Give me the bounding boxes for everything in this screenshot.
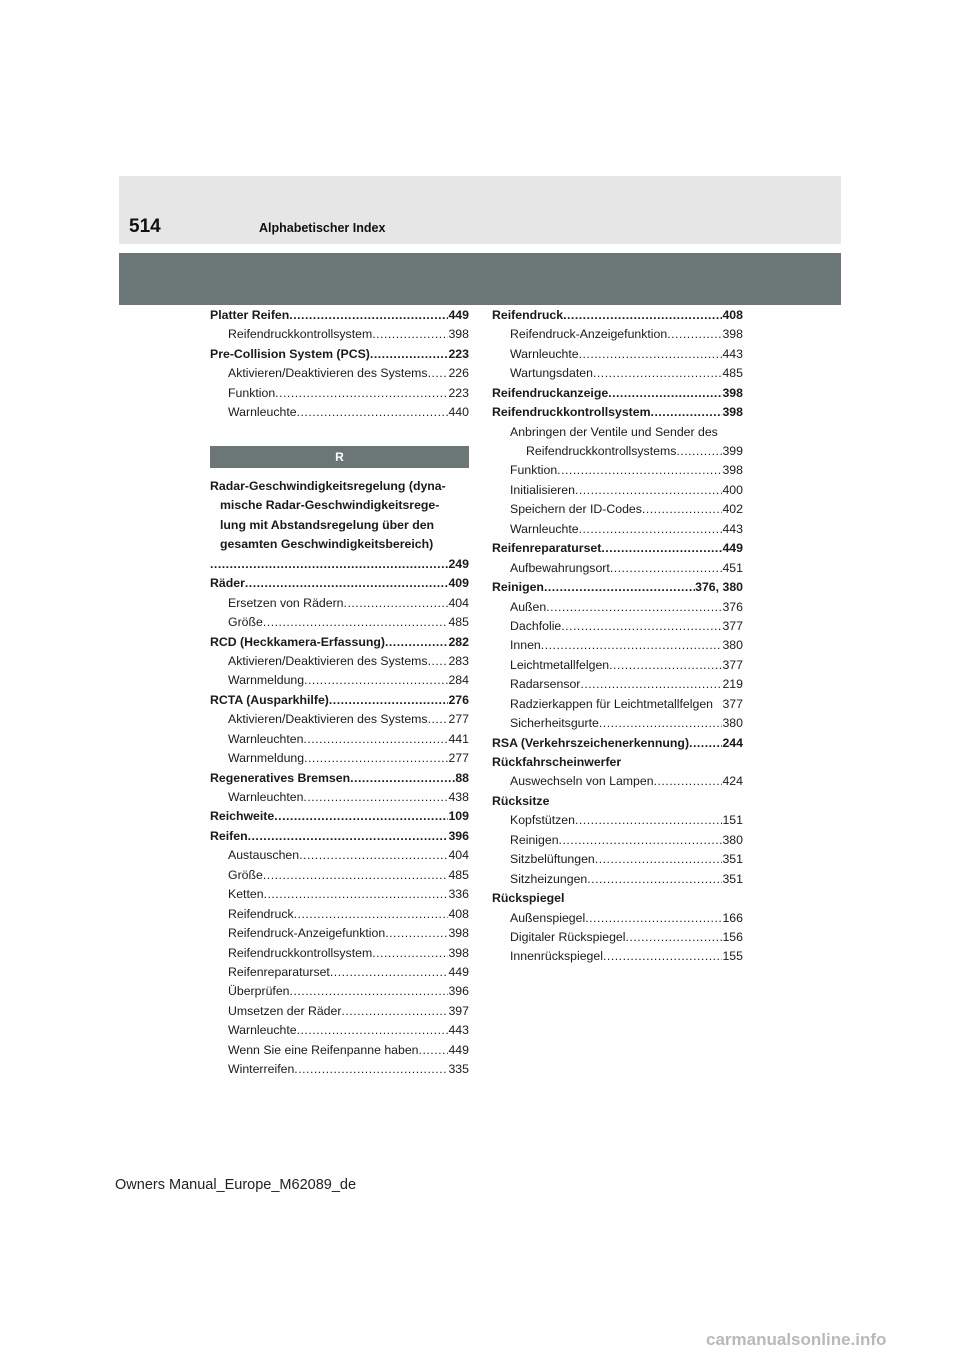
leader-dots: [575, 481, 723, 500]
entry-term: RCTA (Ausparkhilfe): [210, 692, 329, 707]
letter-section-label: R: [335, 450, 344, 464]
index-subentry: [492, 345, 743, 364]
entry-term: Reifendruck-Anzeigefunktion: [228, 926, 386, 941]
page-ref: 283: [448, 653, 469, 668]
leader-dots: [428, 652, 449, 671]
leader-dots: [210, 555, 448, 574]
entry-term: Anbringen der Ventile und Sender des: [510, 424, 718, 439]
index-entry: [492, 539, 743, 558]
page-ref: 88: [455, 770, 469, 785]
leader-dots: [579, 345, 723, 364]
leader-dots: [303, 730, 448, 749]
entry-term: Auswechseln von Lampen: [510, 774, 654, 789]
page-ref: 404: [448, 595, 469, 610]
radar-line: mische Radar-Geschwindigkeitsrege-: [220, 498, 440, 513]
section-title: Alphabetischer Index: [259, 221, 386, 235]
leader-dots: [294, 1060, 448, 1079]
index-heading: [492, 889, 743, 908]
entry-term: Umsetzen der Räder: [228, 1003, 342, 1018]
header-top: [119, 176, 841, 244]
page-ref: 400: [722, 482, 743, 497]
entry-term: Reichweite: [210, 809, 275, 824]
leader-dots: [245, 574, 449, 593]
leader-dots: [290, 982, 449, 1001]
leader-dots: [561, 617, 722, 636]
entry-term: Dachfolie: [510, 618, 562, 633]
entry-term: Aktivieren/Deaktivieren des Systems: [228, 653, 428, 668]
leader-dots: [263, 866, 449, 885]
page-ref: 408: [722, 307, 743, 322]
entry-term: Speichern der ID-Codes: [510, 502, 642, 517]
index-entry: [492, 384, 743, 403]
leader-dots: [350, 769, 455, 788]
page-ref: 351: [722, 852, 743, 867]
leader-dots: [599, 714, 723, 733]
index-entry: [210, 769, 469, 788]
entry-term: Reifendruck: [228, 906, 294, 921]
leader-dots: [428, 364, 449, 383]
page-ref: 376: [722, 599, 743, 614]
index-entry: [492, 734, 743, 753]
index-subentry: [492, 695, 743, 714]
index-column-left-top: [210, 306, 469, 423]
leader-dots: [689, 734, 722, 753]
page-ref: 335: [448, 1062, 469, 1077]
leader-dots: [274, 807, 448, 826]
page-ref: 485: [448, 615, 469, 630]
entry-term: Warnleuchte: [510, 521, 579, 536]
entry-term: Ketten: [228, 887, 264, 902]
entry-term: Innen: [510, 638, 541, 653]
entry-term: Rückfahrscheinwerfer: [492, 755, 622, 770]
leader-dots: [297, 403, 449, 422]
index-subentry: [210, 866, 469, 885]
page-ref: 440: [448, 405, 469, 420]
leader-dots: [304, 671, 448, 690]
page-ref: 380: [722, 832, 743, 847]
page-number: 514: [129, 216, 161, 237]
entry-term: Reifendruckkontrollsystem: [492, 405, 651, 420]
index-column-right: [492, 306, 743, 967]
index-subentry: [492, 481, 743, 500]
entry-term: Reinigen: [492, 580, 544, 595]
leader-dots: [275, 384, 448, 403]
leader-dots: [299, 846, 448, 865]
index-subentry: [492, 559, 743, 578]
index-subentry: [210, 594, 469, 613]
entry-term: Größe: [228, 867, 263, 882]
index-heading: [492, 792, 743, 811]
entry-term: Initialisieren: [510, 482, 575, 497]
index-subentry: [210, 924, 469, 943]
footer-text: Owners Manual_Europe_M62089_de: [115, 1177, 357, 1193]
entry-term: Reinigen: [510, 832, 559, 847]
entry-term: Warnleuchten: [228, 731, 304, 746]
index-entry: [492, 578, 743, 597]
entry-term: Ersetzen von Rädern: [228, 595, 344, 610]
radar-line: Radar-Geschwindigkeitsregelung (dyna-: [210, 479, 446, 493]
index-entry: [210, 306, 469, 325]
leader-dots: [546, 598, 722, 617]
page-ref: 398: [722, 405, 743, 420]
entry-term: Pre-Collision System (PCS): [210, 346, 370, 361]
entry-term: Warnleuchte: [510, 346, 579, 361]
leader-dots: [303, 788, 448, 807]
radar-entry: [210, 477, 469, 574]
leader-dots: [544, 578, 695, 597]
page-ref: 244: [722, 735, 743, 750]
index-subentry: [492, 500, 743, 519]
entry-term: Innenrückspiegel: [510, 949, 603, 964]
index-heading: [492, 753, 743, 772]
entry-term: Regeneratives Bremsen: [210, 770, 351, 785]
index-subentry: [210, 730, 469, 749]
entry-term: Sitzbelüftungen: [510, 852, 595, 867]
page-ref: 223: [448, 346, 469, 361]
entry-term: Austauschen: [228, 848, 300, 863]
entry-term: Platter Reifen: [210, 307, 290, 322]
leader-dots: [676, 442, 722, 461]
page-ref: 424: [722, 774, 743, 789]
index-subentry: [492, 773, 743, 792]
leader-dots: [557, 461, 722, 480]
index-subentry: [492, 462, 743, 481]
leader-dots: [248, 827, 449, 846]
index-column-left: [210, 477, 469, 1080]
page-ref: 151: [722, 813, 743, 828]
index-subentry: [492, 423, 743, 442]
index-subentry: [210, 905, 469, 924]
index-subentry: [492, 520, 743, 539]
entry-term: Funktion: [510, 463, 558, 478]
page-ref: 336: [448, 887, 469, 902]
page-ref: 449: [448, 1042, 469, 1057]
entry-term: Reifendruckkontrollsystems: [526, 444, 677, 459]
entry-term: Wenn Sie eine Reifenpanne haben: [228, 1042, 419, 1057]
index-subentry: [210, 1060, 469, 1079]
index-entry: [210, 574, 469, 593]
page-ref: 351: [722, 871, 743, 886]
leader-dots: [370, 345, 449, 364]
page-ref: 377: [722, 696, 743, 711]
index-subentry: [492, 811, 743, 830]
index-subentry: [210, 613, 469, 632]
entry-term: Warnmeldung: [228, 751, 305, 766]
leader-dots: [264, 885, 449, 904]
leader-dots: [626, 928, 723, 947]
leader-dots: [294, 905, 449, 924]
index-entry: [492, 306, 743, 325]
entry-term: Reifendruck: [492, 307, 564, 322]
radar-line: lung mit Abstandsregelung über den: [220, 517, 435, 532]
leader-dots: [651, 403, 723, 422]
page-ref: 377: [722, 618, 743, 633]
entry-term: Radarsensor: [510, 677, 581, 692]
entry-term: Kopfstützen: [510, 813, 575, 828]
entry-term: Aktivieren/Deaktivieren des Systems: [228, 712, 428, 727]
page-ref: 398: [722, 327, 743, 342]
page-ref: 276: [448, 692, 469, 707]
page-ref: 109: [448, 809, 469, 824]
leader-dots: [385, 633, 449, 652]
entry-term: Außenspiegel: [510, 910, 586, 925]
leader-dots: [563, 306, 722, 325]
leader-dots: [385, 924, 448, 943]
index-entry: [210, 555, 469, 574]
index-subentry: [210, 1041, 469, 1060]
index-subentry: [492, 442, 743, 461]
leader-dots: [329, 691, 449, 710]
index-subentry: [210, 846, 469, 865]
index-subentry: [210, 652, 469, 671]
entry-term: Digitaler Rückspiegel: [510, 929, 626, 944]
page-ref: 284: [448, 673, 469, 688]
entry-term: Sitzheizungen: [510, 871, 588, 886]
page-ref: 398: [448, 327, 469, 342]
index-subentry: [492, 909, 743, 928]
page-ref: 398: [448, 926, 469, 941]
page-ref: 277: [448, 712, 469, 727]
index-subentry: [210, 749, 469, 768]
entry-term: Reifendruck-Anzeigefunktion: [510, 327, 668, 342]
page-ref: 380: [722, 716, 743, 731]
leader-dots: [575, 811, 723, 830]
entry-term: Warnmeldung: [228, 673, 305, 688]
page-ref: 409: [448, 576, 469, 591]
radar-line: gesamten Geschwindigkeitsbereich): [220, 537, 434, 552]
leader-dots: [372, 325, 448, 344]
index-subentry: [210, 403, 469, 422]
entry-term: Größe: [228, 615, 263, 630]
leader-dots: [587, 870, 722, 889]
index-entry: [210, 808, 469, 827]
page-ref: 156: [722, 929, 743, 944]
leader-dots: [595, 850, 723, 869]
page-ref: 166: [722, 910, 743, 925]
entry-term: RSA (Verkehrszeichenerkennung): [492, 735, 690, 750]
index-subentry: [210, 364, 469, 383]
index-entry: [210, 345, 469, 364]
page-ref: 226: [448, 366, 469, 381]
page-ref: 380: [722, 638, 743, 653]
leader-dots: [263, 613, 449, 632]
entry-term: Reifendruckkontrollsystem: [228, 327, 373, 342]
entry-term: Überprüfen: [228, 984, 290, 999]
entry-term: Reifendruckkontrollsystem: [228, 945, 373, 960]
leader-dots: [580, 675, 722, 694]
index-subentry: [492, 675, 743, 694]
page-ref: 449: [722, 541, 743, 556]
leader-dots: [610, 559, 723, 578]
leader-dots: [341, 1002, 448, 1021]
index-entry: [210, 827, 469, 846]
page-ref: 376, 380: [695, 580, 743, 595]
leader-dots: [603, 947, 722, 966]
entry-term: Reifenreparaturset: [228, 964, 330, 979]
leader-dots: [372, 944, 448, 963]
leader-dots: [608, 384, 722, 403]
letter-section-bar: [210, 446, 469, 468]
index-subentry: [210, 671, 469, 690]
page-ref: 155: [722, 949, 743, 964]
index-subentry: [210, 1021, 469, 1040]
leader-dots: [654, 772, 723, 791]
entry-term: Funktion: [228, 385, 276, 400]
page-ref: 485: [722, 366, 743, 381]
leader-dots: [609, 656, 722, 675]
leader-dots: [304, 749, 448, 768]
page-ref: 282: [448, 634, 469, 649]
index-subentry: [492, 947, 743, 966]
entry-term: Warnleuchte: [228, 405, 297, 420]
leader-dots: [297, 1021, 449, 1040]
entry-term: Leichtmetallfelgen: [510, 657, 610, 672]
index-subentry: [492, 325, 743, 344]
page-ref: 402: [722, 502, 743, 517]
entry-term: Warnleuchte: [228, 1023, 297, 1038]
leader-dots: [579, 520, 723, 539]
index-subentry: [492, 928, 743, 947]
leader-dots: [642, 500, 723, 519]
index-subentry: [492, 714, 743, 733]
entry-term: Aufbewahrungsort: [510, 560, 610, 575]
entry-term: Reifen: [210, 828, 248, 843]
page-ref: 404: [448, 848, 469, 863]
entry-term: Rücksitze: [492, 793, 550, 808]
index-subentry: [492, 831, 743, 850]
entry-term: Rückspiegel: [492, 891, 565, 906]
page-ref: 399: [722, 444, 743, 459]
entry-term: Wartungsdaten: [510, 366, 593, 381]
page-ref: 398: [448, 945, 469, 960]
leader-dots: [541, 636, 723, 655]
entry-term: Winterreifen: [228, 1062, 295, 1077]
page-ref: 443: [722, 346, 743, 361]
page-ref: 485: [448, 867, 469, 882]
index-subentry: [210, 384, 469, 403]
page-ref: 441: [448, 731, 469, 746]
index-subentry: [492, 598, 743, 617]
index-entry: [492, 403, 743, 422]
page-ref: 377: [722, 657, 743, 672]
page-ref: 249: [448, 556, 469, 571]
entry-term: RCD (Heckkamera-Erfassung): [210, 634, 385, 649]
watermark: carmanualsonline.info: [706, 1330, 887, 1349]
index-entry: [210, 633, 469, 652]
leader-dots: [585, 909, 722, 928]
header-band: [119, 253, 841, 305]
index-subentry: [492, 870, 743, 889]
leader-dots: [593, 364, 723, 383]
page-ref: 443: [722, 521, 743, 536]
leader-dots: [601, 539, 722, 558]
index-subentry: [492, 656, 743, 675]
index-subentry: [210, 710, 469, 729]
leader-dots: [344, 594, 449, 613]
index-subentry: [210, 963, 469, 982]
page-ref: 449: [448, 964, 469, 979]
page-ref: 443: [448, 1023, 469, 1038]
entry-term: Außen: [510, 599, 547, 614]
index-subentry: [210, 1002, 469, 1021]
index-subentry: [210, 325, 469, 344]
entry-term: Sicherheitsgurte: [510, 716, 599, 731]
index-subentry: [492, 617, 743, 636]
leader-dots: [330, 963, 449, 982]
leader-dots: [667, 325, 722, 344]
index-subentry: [492, 636, 743, 655]
entry-term: Radzierkappen für Leichtmetallfelgen: [510, 696, 714, 711]
page-ref: 451: [722, 560, 743, 575]
index-subentry: [210, 788, 469, 807]
page-ref: 396: [448, 984, 469, 999]
leader-dots: [559, 831, 723, 850]
index-subentry: [210, 885, 469, 904]
index-entry: [210, 691, 469, 710]
leader-dots: [419, 1041, 449, 1060]
leader-dots: [428, 710, 449, 729]
index-subentry: [210, 982, 469, 1001]
page-ref: 449: [448, 307, 469, 322]
page-ref: 408: [448, 906, 469, 921]
entry-term: Reifenreparaturset: [492, 541, 602, 556]
entry-term: Reifendruckanzeige: [492, 385, 609, 400]
leader-dots: [289, 306, 448, 325]
page-ref: 398: [722, 463, 743, 478]
page-ref: 396: [448, 828, 469, 843]
page-ref: 397: [448, 1003, 469, 1018]
page-ref: 219: [722, 677, 743, 692]
index-subentry: [492, 850, 743, 869]
index-subentry: [492, 364, 743, 383]
index-subentry: [210, 944, 469, 963]
page-ref: 277: [448, 751, 469, 766]
entry-term: Räder: [210, 576, 245, 591]
page-ref: 398: [722, 385, 743, 400]
entry-term: Warnleuchten: [228, 790, 304, 805]
entry-term: Aktivieren/Deaktivieren des Systems: [228, 366, 428, 381]
page-ref: 438: [448, 790, 469, 805]
page-ref: 223: [448, 385, 469, 400]
